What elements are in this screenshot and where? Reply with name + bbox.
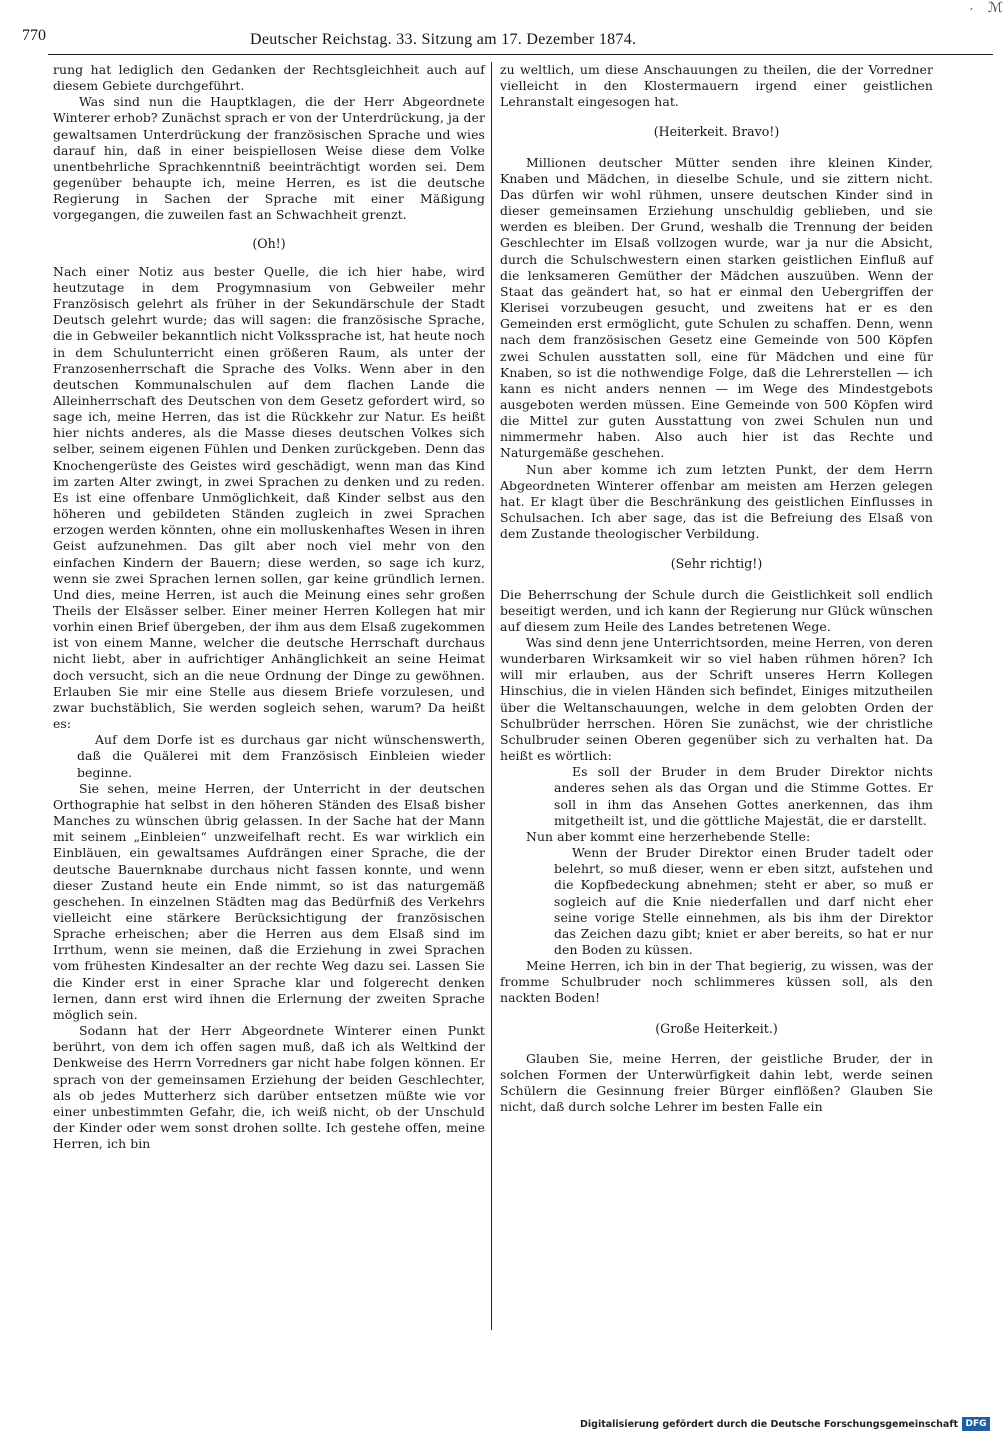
digitization-credit: Digitalisierung gefördert durch die Deutsche Forschungsgemeinschaft xyxy=(580,1419,958,1430)
right-column xyxy=(500,62,933,1327)
paragraph: Was sind denn jene Unterrichtsorden, meine Herren, von deren wunderbaren Wirksamkeit wir so viel haben rühmen hören? Ich will mir erlauben, aus der Schrift unseres Herrn Kollegen Hinschius, die in vielen Händen sich befindet, Einiges mitzutheilen über die Weltanschauungen, welche in dem gelobten Orden der Schulbrüder herrschen. Hören Sie zunächst, wie der christliche Schulbruder seinen Oberen gegenüber sich zu verhalten hat. Da heißt es wörtlich: xyxy=(500,635,933,764)
page-number: 770 xyxy=(22,27,46,44)
paragraph: Nun aber komme ich zum letzten Punkt, der dem Herrn Abgeordneten Winterer offenbar am meisten am Herzen gelegen hat. Er klagt über die Beschränkung des geistlichen Einflusses in Schulsachen. Ich aber sage, das ist die Befreiung des Elsaß von dem Zustande theologischer Verbildung. xyxy=(500,461,933,542)
paragraph: Sie sehen, meine Herren, der Unterricht in der deutschen Orthographie hat selbst in den höheren Ständen des Elsaß bisher Manches zu wünschen übrig gelassen. In der Sache hat der Mann mit seinem „Einbleien“ unzweifelhaft recht. Es war wirklich ein Einbläuen, ein gewaltsames Aufdrängen einer Sprache, die der deutsche Bauernknabe durchaus nicht fassen konnte, und wenn dieser Zustand heute ein Ende nimmt, so ist das naturgemäß geschehen. In einzelnen Städten mag das Bedürfniß des Verkehrs vielleicht eine stärkere Berücksichtigung der französischen Sprache erheischen; aber die Herren aus dem Elsaß sind im Irrthum, wenn sie meinen, daß die Erziehung in zwei Sprachen vom frühesten Kindesalter an der rechte Weg dazu sei. Lassen Sie die Kinder erst in einer Sprache klar und folgerecht denken lernen, dann erst wird ihnen die Erlernung der zweiten Sprache möglich sein. xyxy=(53,780,485,1022)
quote-intro: Nun aber kommt eine herzerhebende Stelle: xyxy=(526,828,811,844)
interjection: (Sehr richtig!) xyxy=(670,556,763,572)
paragraph: Nach einer Notiz aus bester Quelle, die ich hier habe, wird heutzutage in dem Progymnasium von Gebweiler mehr Französisch gelehrt als früher in der Sekundärschule der Stadt Deutsch gelehrt wurde; das will sagen: die französische Sprache, die in Gebweiler bekanntlich nicht Volkssprache ist, hat heute noch in dem Schulunterricht einen größeren Raum, als unter der Franzosenherrschaft die Sprache des Volks. Wenn aber in den deutschen Kommunalschulen auf dem flachen Lande die Alleinherrschaft des Deutschen von dem Gesetz gefordert wird, so sage ich, meine Herren, das ist die Rückkehr zur Natur. Es heißt hier nichts anderes, als die Masse dieses deutschen Volkes sich selber, seinem eigenen Fühlen und Denken zurückgeben. Denn das Knochengerüste des Geistes wird geschädigt, wenn man das Kind im zarten Alter zwingt, in zwei Sprachen zu denken und zu reden. Es ist eine offenbare Unmöglichkeit, daß Kinder selbst aus den höheren und gebildeten Ständen zugleich in zwei Sprachen erzogen werden könnten, ohne ein molluskenhaftes Wesen in ihren Geist aufzunehmen. Das gilt aber noch viel mehr von den einfachen Kindern der Bauern; diese werden, so sage ich kurz, wenn sie zwei Sprachen lernen sollen, gar keine gründlich lernen. Und dies, meine Herren, ist auch die Meinung eines sehr großen Theils der Elsässer selber. Einer meiner Herren Kollegen hat mir vorhin einen Brief übergeben, der ihm aus dem Elsaß zugekommen ist von einem Manne, welcher die deutsche Herrschaft durchaus nicht liebt, aber in aufrichtiger Anhänglichkeit an seine Heimat doch versucht, sich an die neue Ordnung der Dinge zu gewöhnen. Erlauben Sie mir eine Stelle aus diesem Briefe vorzulesen, und zwar buchstäblich, Sie werden sogleich sehen, warum? Da heißt es: xyxy=(53,263,485,732)
dfg-logo-icon: DFG xyxy=(962,1417,990,1431)
paragraph: Glauben Sie, meine Herren, der geistliche Bruder, der in solchen Formen der Unterwürfigkeit dahin lebt, werde seinen Schülern die Gesinnung freier Bürger einflößen? Glauben Sie nicht, daß durch solche Lehrer im besten Falle ein xyxy=(500,1050,933,1115)
paragraph: zu weltlich, um diese Anschauungen zu theilen, die der Vorredner vielleicht in den Klostermauern irgend einer geistlichen Lehranstalt eingesogen hat. xyxy=(500,62,933,110)
header-rule xyxy=(48,54,993,55)
block-quote: Es soll der Bruder in dem Bruder Direktor nichts anderes sehen als das Organ und die Stimme Gottes. Er soll in ihm das Ansehen Gottes anerkennen, das ihm mitgetheilt ist, und die göttliche Majestät, die er darstellt. xyxy=(554,764,933,828)
paragraph: Was sind nun die Hauptklagen, die der Herr Abgeordnete Winterer erhob? Zunächst sprach er von der Unterdrückung, ja der gewaltsamen Unterdrückung der französischen Sprache und wies darauf hin, daß in einer beispiellosen Weise diese dem Volke unentbehrliche Sprachkenntniß beeinträchtigt worden sei. Dem gegenüber behaupte ich, meine Herren, es ist die deutsche Regierung in Sachen der Sprache mit einer Mäßigung vorgegangen, die zuweilen fast an Schwachheit grenzt. xyxy=(53,94,485,223)
margin-mark: ℳ xyxy=(988,0,1003,16)
interjection: (Oh!) xyxy=(252,235,286,251)
interjection: (Große Heiterkeit.) xyxy=(655,1020,778,1036)
paragraph: Meine Herren, ich bin in der That begierig, zu wissen, was der fromme Schulbruder noch schlimmeres küssen soll, als den nackten Boden! xyxy=(500,958,933,1006)
column-rule xyxy=(491,62,492,1330)
left-column xyxy=(53,62,485,1332)
paragraph: Sodann hat der Herr Abgeordnete Winterer einen Punkt berührt, von dem ich offen sagen muß, daß ich als Weltkind der Denkweise des Herrn Vorredners gar nicht habe folgen können. Er sprach von der gemeinsamen Erziehung der beiden Geschlechter, als ob jedes Mutterherz sich darüber entsetzen müßte wie vor einer unbestimmten Gefahr, die, ich weiß nicht, ob der Unschuld der Kinder oder wem sonst drohen sollte. Ich gestehe offen, meine Herren, ich bin xyxy=(53,1023,485,1152)
block-quote: Wenn der Bruder Direktor einen Bruder tadelt oder belehrt, so muß dieser, wenn er eben sitzt, aufstehen und die Kopfbedeckung abnehmen; steht er aber, so muß er sogleich auf die Knie niederfallen und darf nicht eher seine vorige Stelle einnehmen, als bis ihm der Direktor das Zeichen dazu gibt; kniet er aber bereits, so hat er nur den Boden zu küssen. xyxy=(554,845,933,957)
margin-mark: ′ xyxy=(970,6,973,20)
paragraph: Millionen deutscher Mütter senden ihre kleinen Kinder, Knaben und Mädchen, in dieselbe Schule, und sie zittern nicht. Das dürfen wir wohl rühmen, unsere deutschen Kinder sind in dieser gemeinsamen Erziehung unschuldig geblieben, und sie werden es bleiben. Der Grund, weshalb die Trennung der beiden Geschlechter im Elsaß vollzogen wurde, war ja nur die Absicht, durch die Schulschwestern einen starken geistlichen Einfluß auf die lenksameren Gemüther der Mädchen auszuüben. Wenn der Staat das geändert hat, so hat er einmal den Uebergriffen der Klerisei vorzubeugen gesucht, und zweitens hat er es den Gemeinden erst ermöglicht, gute Schulen zu schaffen. Denn, wenn nach dem französischen Gesetz eine Gemeinde von 500 Köpfen zwei Schulen ausstatten soll, eine für Mädchen und eine für Knaben, so ist die nothwendige Folge, daß die Lehrerstellen — ich kann es nicht anders nennen — im Wege des Mindestgebots ausgeboten werden müssen. Eine Gemeinde von 500 Köpfen wird die Mittel zur guten Ausstattung von zwei Schulen nun und nimmermehr haben. Also auch hier ist das Rechte und Naturgemäße geschehen. xyxy=(500,154,933,461)
running-header: Deutscher Reichstag. 33. Sitzung am 17. Dezember 1874. xyxy=(250,31,637,48)
paragraph: Die Beherrschung der Schule durch die Geistlichkeit soll endlich beseitigt werden, und ich kann der Regierung nur Glück wünschen auf diesem zum Heile des Landes betretenen Wege. xyxy=(500,586,933,634)
interjection: (Heiterkeit. Bravo!) xyxy=(653,124,780,140)
block-quote: Auf dem Dorfe ist es durchaus gar nicht wünschenswerth, daß die Quälerei mit dem Französisch Einbleien wieder beginne. xyxy=(77,732,485,780)
paragraph: rung hat lediglich den Gedanken der Rechtsgleichheit auch auf diesem Gebiete durchgeführt. xyxy=(53,62,485,94)
